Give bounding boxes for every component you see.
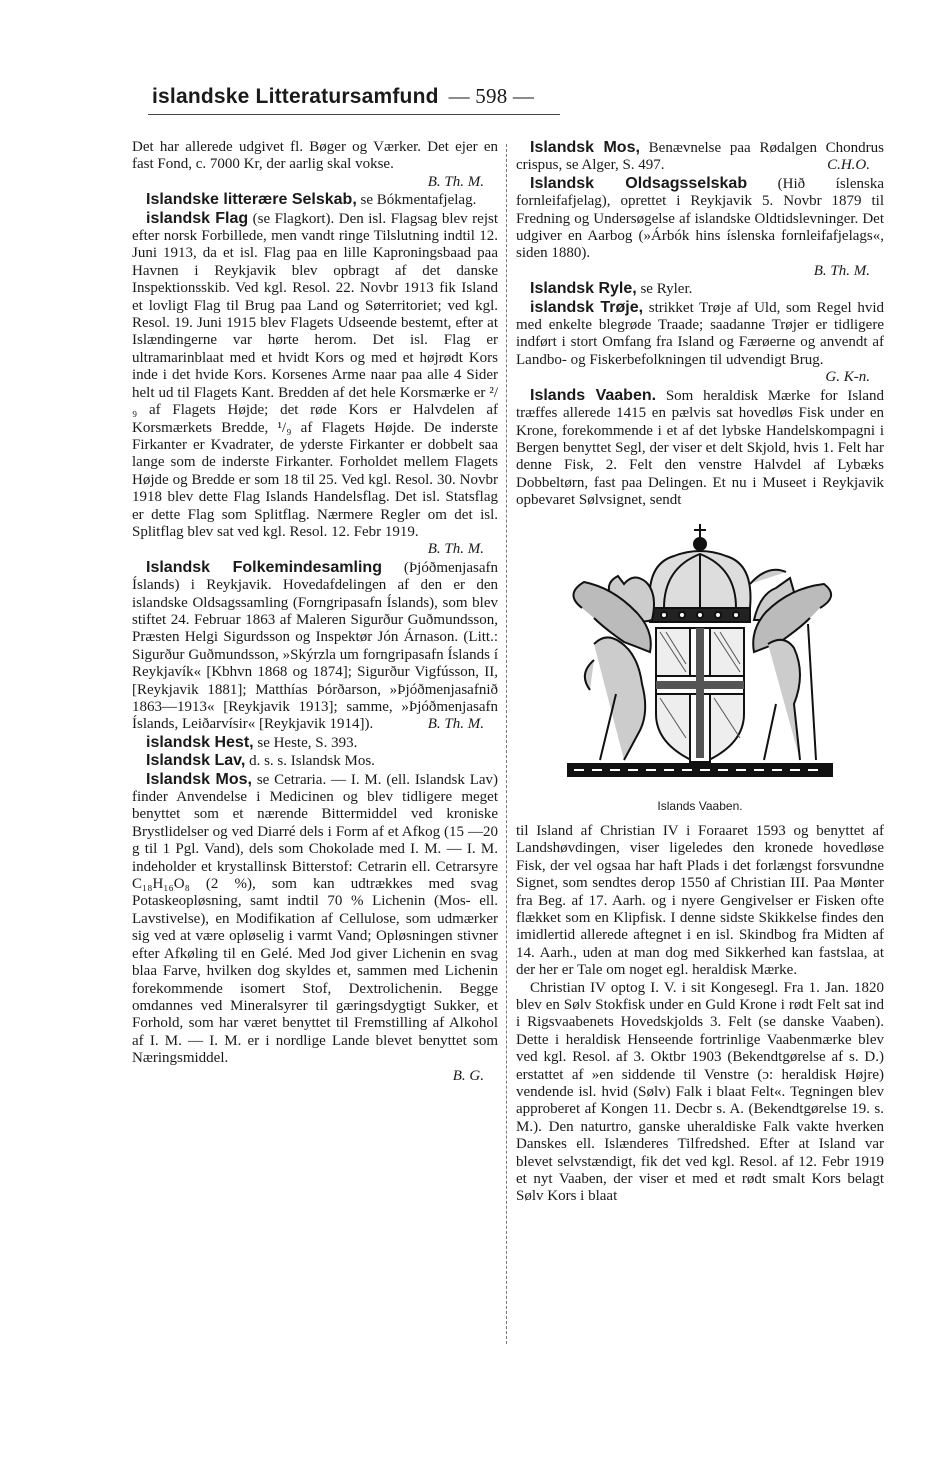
entry-text: Det har allerede udgivet fl. Bøger og Værker. Det ejer en fast Fond, c. 7000 Kr, der aarlig skal vokse.	[132, 139, 498, 173]
entry-continuation	[132, 139, 498, 191]
entry-islandsk-mos	[132, 771, 498, 1085]
entry-continuation: til Island af Christian IV i Foraaret 1593 og benyttet af Landshøvdingen, viser ligeledes den kronede hovedløse Fisk, der vel ogsaa har haft Plads i det forlængst forsvundne Signet, som sendtes derop 1550 af Christian III. Paa Mønter fra Beg. af 17. Aarh. og i nyere Gengivelser er Fisken ofte flækket som en Klipfisk. I denne sidste Skikkelse findes den imidlertid allerede aftegnet i en isl. Skindbog fra Midten af 14. Aarh., uden at man dog med Sikkerhed kan fastslaa, at der her er Tale om noget egl. heraldisk Mærke.	[516, 822, 884, 979]
page-title: islandske Litteratursamfund	[152, 85, 439, 108]
entry-litteraere-selskab	[132, 191, 498, 209]
entry-text: d. s. s. Islandsk Mos.	[249, 753, 375, 770]
entry-headword: islandsk Trøje,	[530, 298, 644, 316]
entry-paragraph: Christian IV optog I. V. i sit Kongesegl. Fra 1. Jan. 1820 blev en Sølv Stokfisk under en Guld Krone i rødt Felt sat ind i Rigsvaabenets Hovedskjolds 3. Felt (se danske Vaaben). Dette i heraldisk Henseende fortrinlige Vaabenmærke blev ved kgl. Resol. af 3. Oktbr 1903 (Bekendtgørelse af s. D.) erstattet af »en siddende til Venstre (ɔ: heraldisk Højre) vendende isl. hvid (Sølv) Falk i blaat Felt«. Tegningen blev approberet af Kongen 11. Decbr s. A. (Bekendtgørelse 19. s. M.). Den naturtro, ganske uheraldiske Falk vakte hverken Danskes ell. Islænderes Tilfredshed. Efter at Island var blevet selvstændigt, fik det ved kgl. Resol. af 12. Febr 1919 et nyt Vaaben, der viser et med et rødt smalt Kors belagt Sølv Kors i blaat	[516, 979, 884, 1205]
entry-text: (Þjóðmenjasafn Íslands) i Reykjavik. Hovedafdelingen af den er den islandske Oldsagssamling (Forngripasafn Íslands), som blev stiftet 24. Februar 1863 af Maleren Sigurður Guðmundsson, Præsten Helgi Sigurdsson og Inspektør Jón Árnason. (Litt.: Sigurður Guðmundsson, »Skýrzla um forngripasafn Íslands í Reykjavík« [Kbhvn 1868 og 1874]; Sigurður Vigfússon, II, [Reykjavik 1881]; Matthías Þórðarson, »Þjóðmenjasafnið 1863—1913« [Reykjavik 1913]; samme, »Þjóðmenjasafn Íslands, Leiðarvísir« [Reykjavik 1914]).	[132, 559, 498, 733]
entry-text: se Heste, S. 393.	[257, 734, 358, 751]
entry-islandsk-flag	[132, 210, 498, 559]
entry-text: strikket Trøje af Uld, som Regel hvid med enkelte blegrøde Traade; saadanne Trøjer er tidligere indført i stort Omfang fra Island og Færøerne og anvendt af Landbo- og Fiskerbefolkningen til udvendigt Brug.	[516, 299, 884, 368]
entry-headword: Islandsk Mos,	[530, 139, 640, 156]
giant-icon	[764, 624, 816, 760]
author-signature: B. Th. M.	[427, 541, 484, 558]
entry-headword: Islands Vaaben.	[530, 386, 657, 404]
entry-headword: Islandsk Oldsagsselskab	[530, 174, 748, 192]
dragon-icon	[753, 584, 831, 652]
entry-islands-vaaben	[516, 387, 884, 510]
shield-icon	[656, 628, 744, 764]
author-signature: B. Th. M.	[427, 173, 484, 190]
entry-islandsk-ryle	[516, 280, 884, 298]
column-separator	[506, 144, 507, 1344]
entry-text: (Hið íslenska fornleifafjelag), oprettet i Reykjavik 5. Novbr 1879 til Fredning og Undersøgelse af islandske Oldtidslevninger. Det udgiver en Aarbog (»Árbók hins íslenska fornleifafjelags«, siden 1880).	[516, 175, 884, 262]
entry-oldsagsselskab	[516, 175, 884, 280]
author-signature: G. K-n.	[825, 369, 870, 386]
page-number: — 598 —	[448, 84, 535, 108]
entry-headword: Islandsk Ryle,	[530, 280, 637, 298]
author-signature: C.H.O.	[827, 157, 870, 174]
entry-headword: Islandsk Lav,	[146, 752, 246, 770]
figure-caption: Islands Vaaben.	[657, 798, 743, 813]
entry-text: se Cetraria. — I. M. (ell. Islandsk Lav) finder Anvendelse i Medicinen og blev tidligere meget benyttet som et nærende Bittermiddel ved kroniske Brystlidelser og ved Diarré dels i Form af et Afkog (15 —20 g til 1 Pgl. Vand), dels som Chokolade med I. M. — I. M. indeholder et krystallinsk Bitterstof: Cetrarin ell. Cetrarsyre C₁₈H₁₆O₈ (2 %), som kan udtrækkes med svag Potaskeopløsning, samt indtil 70 % Lichenin (Mos- ell. Lavstivelse), en Modifikation af Cellulose, som udmærker sig ved at være opløselig i varmt Vand; Opløsningen stivner efter Afkøling til en Gelé. Med Jod giver Lichenin en svag blaa Farve, hvilken dog skyldes et, sammen med Lichenin forekommende isomert Stof, Dextrolichenin. Begge omdannes ved Mineralsyrer til gæringsdygtigt Sukker, et Forhold, som har været benyttet til Fremstilling af Alkohol af I. M. — I. M. er i nordlige Lande blevet benyttet som Næringsmiddel.	[132, 771, 499, 1067]
left-column	[132, 139, 498, 1085]
entry-islandsk-troje	[516, 299, 884, 387]
author-signature: B. Th. M.	[427, 716, 484, 733]
entry-headword: islandsk Flag	[146, 209, 249, 227]
author-signature: B. Th. M.	[813, 262, 870, 279]
coat-of-arms-figure	[554, 524, 846, 792]
running-head	[152, 84, 534, 109]
entry-islandsk-hest	[132, 734, 498, 752]
giant-icon	[585, 637, 645, 760]
entry-text: Som heraldisk Mærke for Island træffes allerede 1415 en pælvis sat hovedløs Fisk under en Krone, forekommende i et af det lybske Handelskompagni i Bergen benyttet Segl, der viser et delt Skjold, hvis 1. Felt har denne Fisk, 2. Felt den venstre Halvdel af Lybæks Dobbeltørn, fast paa Delingen. Et nu i Museet i Reykjavik opbevaret Sølvsignet, sendt	[516, 387, 884, 509]
entry-islandsk-lav	[132, 752, 498, 770]
entry-text: Benævnelse paa Rødalgen Chondrus crispus, se Alger, S. 497.	[516, 140, 885, 174]
entry-headword: Islandske litterære Selskab,	[146, 191, 357, 209]
entry-text: se Ryler.	[640, 281, 693, 298]
entry-text: (se Flagkort). Den isl. Flagsag blev rejst efter norsk Forbillede, men vandt ringe Tilslutning indtil 12. Juni 1913, da et isl. Flag paa en lille Kaproningsbaad paa Havnen i Reykjavik blev opbragt af det danske Inspektionsskib. Ved kgl. Resol. 22. Novbr 1913 fik Island et lovligt Flag til Brug paa Land og Søterritoriet; ved kgl. Resol. 19. Juni 1915 blev Flagets Udseende bestemt, efter at Islændingerne var hørte herom. Det isl. Flag er ultramarinblaat med et hvidt Kors og med et højrødt Kors inde i det hvide Kors. Korsenes Arme naar paa alle 4 Sider helt ud til Flagets Kant. Bredden af det hele Korsmærke er ²/₉ af Flagets Højde; det røde Kors er Halvdelen af Korsmærkets Bredde, ¹/₉ af Flagets Højde. De inderste Firkanter er Kvadrater, de yderste Firkanter er dobbelt saa lange som de inderste Firkanter. Forholdet mellem Flagets Højde og Bredde er som 18 til 25. Ved kgl. Resol. 30. Novbr 1918 blev dette Flag Islands Handelsflag. Det isl. Statsflag er dette Flag som Splitflag. Nærmere Regler om det isl. Splitflag blev sat ved kgl. Resol. 12. Febr 1919.	[132, 210, 499, 540]
entry-headword: Islandsk Folkemindesamling	[146, 558, 382, 576]
crown-icon	[650, 524, 751, 622]
entry-folkemindesamling	[132, 559, 498, 734]
entry-islandsk-mos-alge	[516, 139, 884, 175]
author-signature: B. G.	[452, 1067, 484, 1084]
right-column	[516, 139, 884, 1206]
entry-headword: islandsk Hest,	[146, 733, 254, 751]
entry-text: se Bókmentafjelag.	[360, 192, 477, 209]
entry-headword: Islandsk Mos,	[146, 770, 252, 788]
header-rule	[148, 114, 560, 115]
